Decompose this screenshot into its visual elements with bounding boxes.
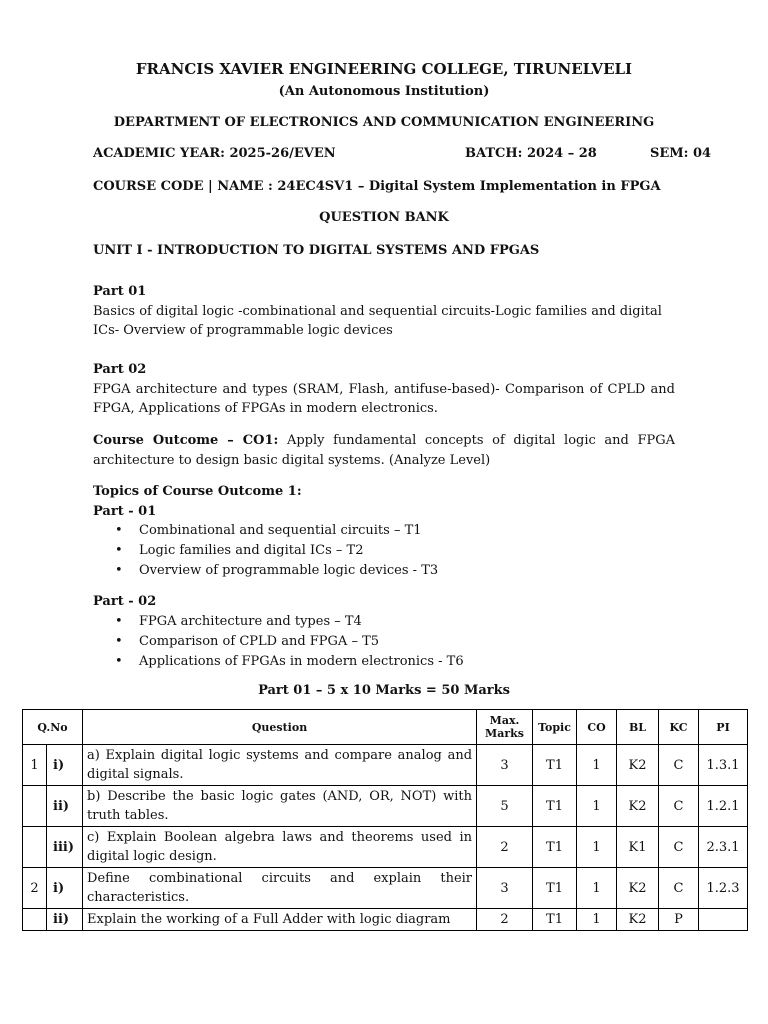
- co: 1: [577, 868, 617, 909]
- question-text: Define combinational circuits and explain their characteristics.: [83, 868, 477, 909]
- topic: T1: [533, 786, 577, 827]
- header-qno: Q.No: [23, 710, 83, 745]
- topics-part02-list: [93, 612, 675, 672]
- question-number: 1: [23, 745, 47, 786]
- kc: C: [659, 786, 699, 827]
- question-number: [23, 786, 47, 827]
- course-outcome-label: Course Outcome – CO1:: [93, 433, 279, 448]
- department-name: DEPARTMENT OF ELECTRONICS AND COMMUNICATION ENGINEERING: [113, 115, 655, 130]
- bl: K1: [617, 827, 659, 868]
- part02-text: FPGA architecture and types (SRAM, Flash, antifuse-based)- Comparison of CPLD and FPGA, Applications of FPGAs in modern electronics.: [93, 381, 675, 416]
- topics-part01-list: [93, 521, 675, 581]
- kc: C: [659, 868, 699, 909]
- course-outcome: [93, 431, 675, 470]
- header-max-marks: Max. Marks: [477, 710, 533, 745]
- sub-question-number: iii): [47, 827, 83, 868]
- table-caption: Part 01 – 5 x 10 Marks = 50 Marks: [258, 683, 510, 698]
- bl: K2: [617, 745, 659, 786]
- list-item: • Overview of programmable logic devices - T3: [93, 561, 675, 581]
- topic: T1: [533, 827, 577, 868]
- sub-question-number: ii): [47, 786, 83, 827]
- header-topic: Topic: [533, 710, 577, 745]
- unit-title: UNIT I - INTRODUCTION TO DIGITAL SYSTEMS AND FPGAS: [93, 243, 540, 258]
- question-text: c) Explain Boolean algebra laws and theorems used in digital logic design.: [83, 827, 477, 868]
- topic: T1: [533, 909, 577, 931]
- course-outcome-text: Apply fundamental concepts of digital logic and FPGA architecture to design basic digital systems. (Analyze Level): [93, 433, 675, 468]
- topics-part02-label: Part - 02: [93, 594, 157, 609]
- question-number: [23, 827, 47, 868]
- bl: K2: [617, 868, 659, 909]
- topics-part01-label: Part - 01: [93, 503, 157, 519]
- list-item: • Applications of FPGAs in modern electronics - T6: [93, 652, 675, 672]
- pi: 2.3.1: [699, 827, 748, 868]
- question-text: b) Describe the basic logic gates (AND, OR, NOT) with truth tables.: [83, 786, 477, 827]
- question-text: Explain the working of a Full Adder with logic diagram: [83, 909, 477, 931]
- part01-heading: Part 01: [93, 284, 147, 299]
- pi: 1.2.1: [699, 786, 748, 827]
- table-row: [23, 827, 748, 868]
- co: 1: [577, 786, 617, 827]
- topics-section: [93, 482, 675, 581]
- sub-question-number: ii): [47, 909, 83, 931]
- max-marks: 3: [477, 868, 533, 909]
- batch: BATCH: 2024 – 28: [465, 146, 597, 161]
- kc: C: [659, 745, 699, 786]
- kc: P: [659, 909, 699, 931]
- co: 1: [577, 745, 617, 786]
- header-bl: BL: [617, 710, 659, 745]
- semester: SEM: 04: [650, 146, 712, 161]
- list-item: • Logic families and digital ICs – T2: [93, 541, 675, 561]
- table-row: [23, 745, 748, 786]
- kc: C: [659, 827, 699, 868]
- topics-part02-section: [93, 592, 675, 672]
- header-kc: KC: [659, 710, 699, 745]
- max-marks: 2: [477, 827, 533, 868]
- part01-text: Basics of digital logic -combinational and sequential circuits-Logic families and digital ICs- Overview of programmable logic devices: [93, 303, 662, 338]
- part02-section: [93, 360, 675, 419]
- pi: 1.3.1: [699, 745, 748, 786]
- co: 1: [577, 827, 617, 868]
- max-marks: 3: [477, 745, 533, 786]
- bl: K2: [617, 909, 659, 931]
- max-marks: 5: [477, 786, 533, 827]
- topic: T1: [533, 868, 577, 909]
- sub-question-number: i): [47, 745, 83, 786]
- sub-question-number: i): [47, 868, 83, 909]
- pi: 1.2.3: [699, 868, 748, 909]
- institution-status: (An Autonomous Institution): [278, 84, 490, 99]
- part02-heading: Part 02: [93, 362, 147, 377]
- topic: T1: [533, 745, 577, 786]
- list-item: • Comparison of CPLD and FPGA – T5: [93, 632, 675, 652]
- academic-year: ACADEMIC YEAR: 2025-26/EVEN: [93, 146, 336, 161]
- question-text: a) Explain digital logic systems and compare analog and digital signals.: [83, 745, 477, 786]
- table-row: [23, 786, 748, 827]
- list-item: • FPGA architecture and types – T4: [93, 612, 675, 632]
- bl: K2: [617, 786, 659, 827]
- college-name: FRANCIS XAVIER ENGINEERING COLLEGE, TIRUNELVELI: [135, 60, 633, 78]
- header-pi: PI: [699, 710, 748, 745]
- list-item: • Combinational and sequential circuits – T1: [93, 521, 675, 541]
- course-code-name: COURSE CODE | NAME : 24EC4SV1 – Digital System Implementation in FPGA: [93, 179, 661, 194]
- question-number: 2: [23, 868, 47, 909]
- table-header-row: [23, 710, 748, 745]
- co: 1: [577, 909, 617, 931]
- topics-heading: Topics of Course Outcome 1:: [93, 484, 302, 499]
- max-marks: 2: [477, 909, 533, 931]
- question-number: [23, 909, 47, 931]
- table-row: [23, 909, 748, 931]
- document-title: QUESTION BANK: [319, 210, 449, 225]
- header-co: CO: [577, 710, 617, 745]
- pi: [699, 909, 748, 931]
- header-question: Question: [83, 710, 477, 745]
- table-row: [23, 868, 748, 909]
- question-table: [22, 709, 748, 931]
- part01-section: [93, 282, 675, 341]
